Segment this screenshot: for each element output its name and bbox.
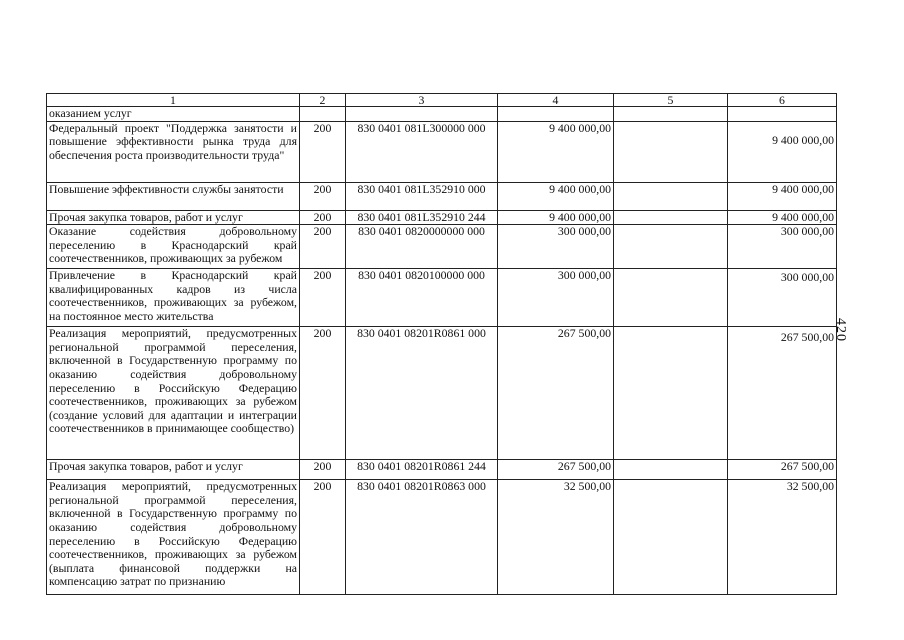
row-name: оказанием услуг [47, 107, 300, 122]
row-sum-5 [614, 210, 728, 225]
page-number: 420 [833, 318, 848, 342]
row-sum-4 [498, 107, 614, 122]
table-row [47, 182, 837, 210]
row-kbk: 830 0401 0820100000 000 [346, 269, 498, 327]
row-code: 200 [300, 327, 346, 460]
column-number: 1 [47, 94, 300, 107]
row-code: 200 [300, 225, 346, 269]
row-kbk: 830 0401 081L352910 000 [346, 182, 498, 210]
table-row [47, 327, 837, 460]
table-row [47, 225, 837, 269]
column-number: 4 [498, 94, 614, 107]
row-sum-4: 9 400 000,00 [498, 121, 614, 182]
row-kbk: 830 0401 08201R0861 244 [346, 460, 498, 480]
row-sum-4: 9 400 000,00 [498, 182, 614, 210]
row-code [300, 107, 346, 122]
row-sum-4: 300 000,00 [498, 225, 614, 269]
row-kbk: 830 0401 08201R0863 000 [346, 480, 498, 595]
column-number: 2 [300, 94, 346, 107]
table-row [47, 121, 837, 182]
row-name: Привлечение в Краснодарский край квалифицированных кадров из числа соотечественников, проживающих за рубежом, на постоянное место жительства [47, 269, 300, 327]
row-sum-6: 32 500,00 [728, 480, 837, 595]
row-code: 200 [300, 460, 346, 480]
row-code: 200 [300, 480, 346, 595]
row-sum-6: 9 400 000,00 [728, 210, 837, 225]
row-sum-6: 300 000,00 [780, 270, 834, 285]
row-sum-5 [614, 225, 728, 269]
row-sum-4: 9 400 000,00 [498, 210, 614, 225]
row-name: Повышение эффективности службы занятости [47, 182, 300, 210]
row-sum-5 [614, 327, 728, 460]
row-sum-6: 300 000,00 [728, 225, 837, 269]
row-name: Федеральный проект "Поддержка занятости и повышение эффективности рынка труда для обеспечения роста производительности труда" [47, 121, 300, 182]
row-sum-6 [728, 107, 837, 122]
row-sum-5 [614, 269, 728, 327]
table-header-row [47, 94, 837, 107]
table-row [47, 269, 837, 327]
row-sum-6: 267 500,00 [728, 460, 837, 480]
row-sum-6: 267 500,00 [780, 330, 834, 345]
row-name: Прочая закупка товаров, работ и услуг [47, 460, 300, 480]
row-code: 200 [300, 121, 346, 182]
row-sum-5 [614, 182, 728, 210]
column-number: 3 [346, 94, 498, 107]
budget-table [46, 93, 837, 595]
row-sum-5 [614, 480, 728, 595]
row-sum-4: 267 500,00 [498, 460, 614, 480]
row-name: Реализация мероприятий, предусмотренных региональной программой переселения, включенной в Государственную программу по оказанию содействия добровольному переселению в Российскую Федерацию соотечественников, проживающих за рубежом (выплата финансовой поддержки на компенсацию затрат по признанию [47, 480, 300, 595]
table-row [47, 210, 837, 225]
row-sum-5 [614, 121, 728, 182]
row-kbk: 830 0401 081L300000 000 [346, 121, 498, 182]
row-kbk: 830 0401 081L352910 244 [346, 210, 498, 225]
column-number: 5 [614, 94, 728, 107]
row-code: 200 [300, 182, 346, 210]
row-name: Прочая закупка товаров, работ и услуг [47, 210, 300, 225]
row-kbk: 830 0401 0820000000 000 [346, 225, 498, 269]
row-name: Оказание содействия добровольному переселению в Краснодарский край соотечественников, проживающих за рубежом [47, 225, 300, 269]
row-code: 200 [300, 210, 346, 225]
row-sum-5 [614, 107, 728, 122]
column-number: 6 [728, 94, 837, 107]
table-row [47, 480, 837, 595]
row-code: 200 [300, 269, 346, 327]
row-sum-6: 9 400 000,00 [728, 182, 837, 210]
row-name: Реализация мероприятий, предусмотренных региональной программой переселения, включенной в Государственную программу по оказанию содействия добровольному переселению в Российскую Федерацию соотечественников, проживающих за рубежом (создание условий для адаптации и интеграции соотечественников в принимающее сообщество) [47, 327, 300, 460]
row-sum-4: 32 500,00 [498, 480, 614, 595]
row-sum-4: 267 500,00 [498, 327, 614, 460]
row-sum-6: 9 400 000,00 [772, 132, 834, 147]
row-sum-5 [614, 460, 728, 480]
row-sum-4: 300 000,00 [498, 269, 614, 327]
row-kbk: 830 0401 08201R0861 000 [346, 327, 498, 460]
row-kbk [346, 107, 498, 122]
table-row [47, 460, 837, 480]
table-row [47, 107, 837, 122]
